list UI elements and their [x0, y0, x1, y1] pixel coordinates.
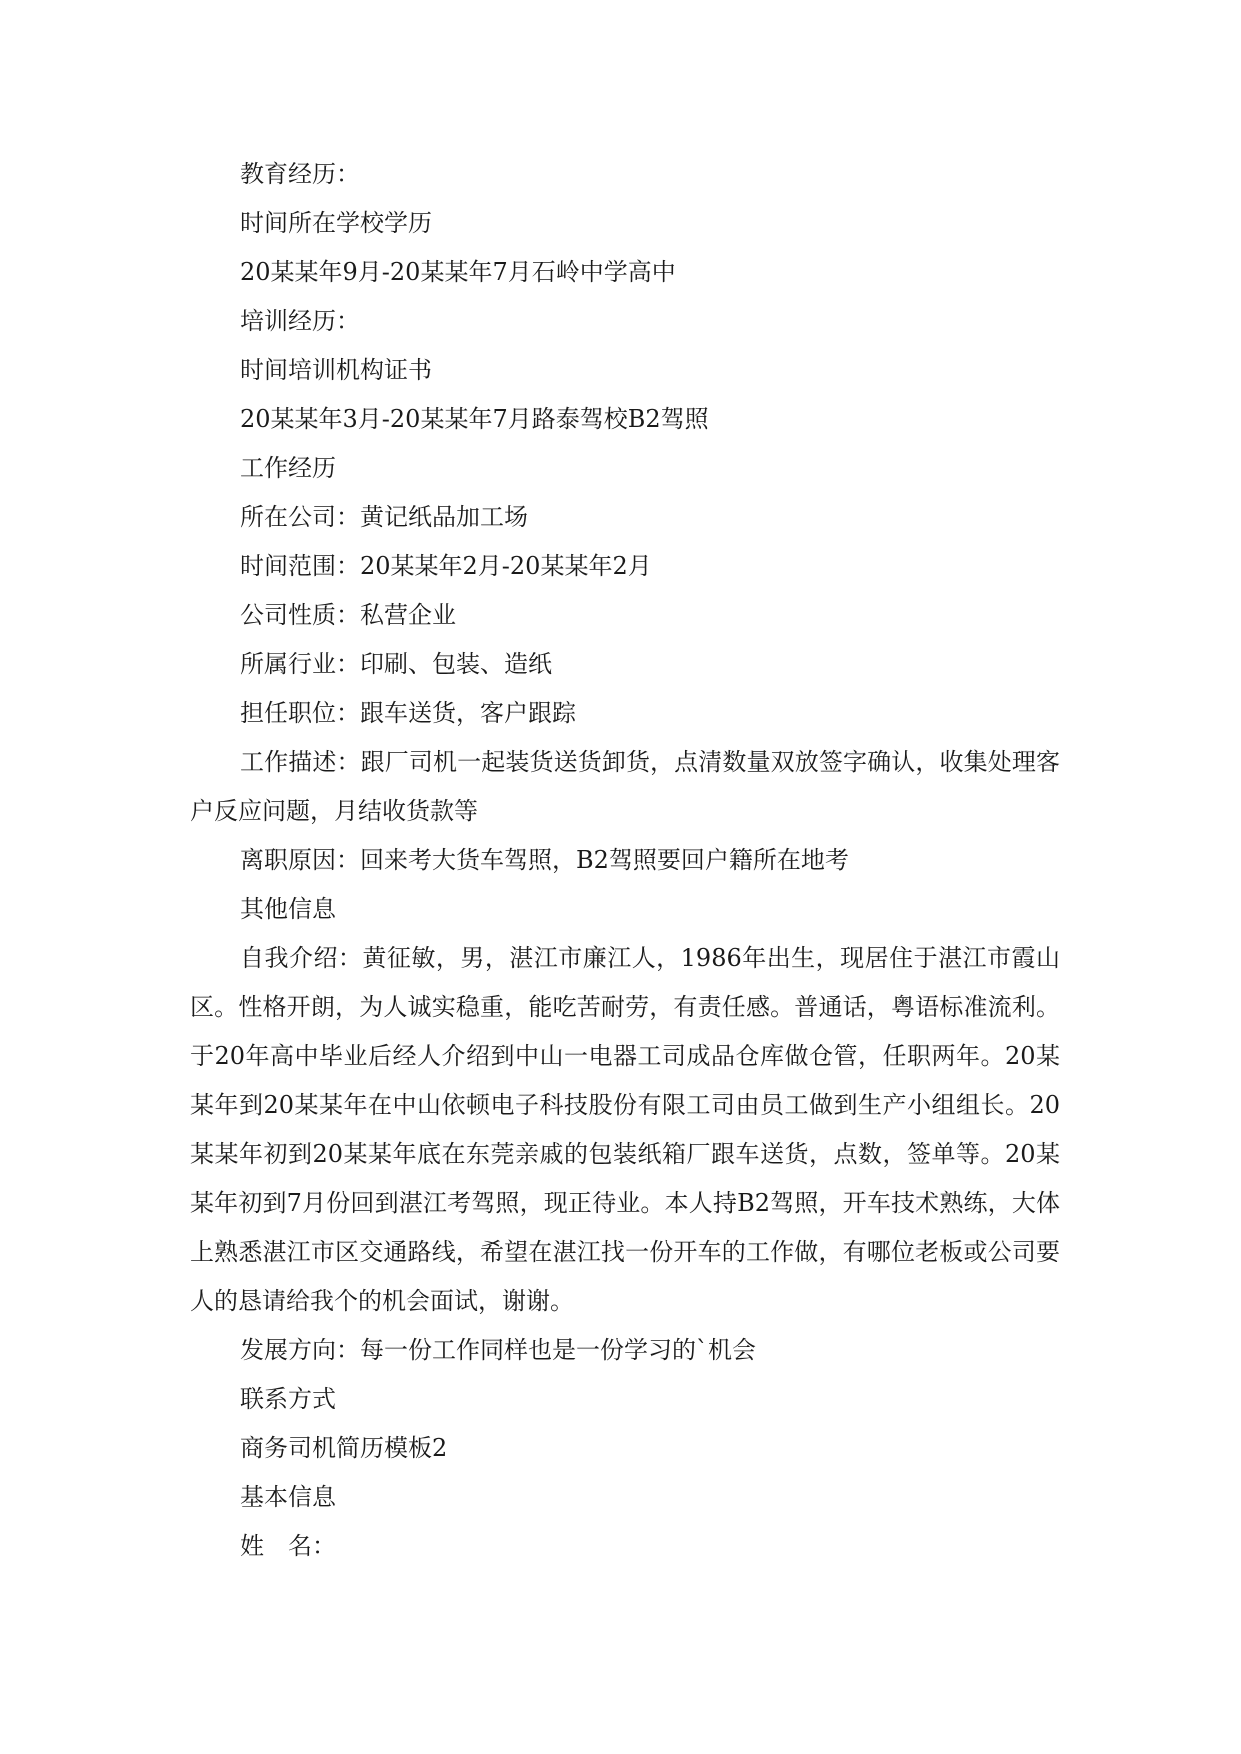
- template-title: 商务司机简历模板2: [240, 1434, 448, 1462]
- self-introduction: 自我介绍：黄征敏，男，湛江市廉江人，1986年出生，现居住于湛江市霞山区。性格开朗，为人诚实稳重，能吃苦耐劳，有责任感。普通话，粤语标准流利。于20年高中毕业后经人介绍到中山一电器工司成品仓库做仓管，任职两年。20某某年到20某某年在中山依顿电子科技股份有限工司由员工做到生产小组组长。20某某年初到20某某年底在东莞亲戚的包装纸箱厂跟车送货，点数，签单等。20某某年初到7月份回到湛江考驾照，现正待业。本人持B2驾照，开车技术熟练，大体上熟悉湛江市区交通路线，希望在湛江找一份开车的工作做，有哪位老板或公司要人的恳请给我个的机会面试，谢谢。: [190, 944, 1060, 1315]
- work-period: 时间范围：20某某年2月-20某某年2月: [240, 552, 652, 580]
- work-company: 所在公司：黄记纸品加工场: [240, 503, 528, 531]
- work-industry: 所属行业：印刷、包装、造纸: [240, 650, 552, 678]
- education-entry: 20某某年9月-20某某年7月石岭中学高中: [240, 258, 676, 286]
- work-position: 担任职位：跟车送货，客户跟踪: [240, 699, 576, 727]
- work-company-type: 公司性质：私营企业: [240, 601, 456, 629]
- education-columns: 时间所在学校学历: [240, 209, 432, 237]
- work-description: 工作描述：跟厂司机一起装货送货卸货，点清数量双放签字确认，收集处理客户反应问题，月结收货款等: [190, 748, 1060, 825]
- document-body: [190, 150, 1060, 1571]
- heading-contact: 联系方式: [240, 1385, 336, 1413]
- heading-education: 教育经历：: [240, 160, 360, 188]
- work-leave-reason: 离职原因：回来考大货车驾照，B2驾照要回户籍所在地考: [240, 846, 849, 874]
- heading-work: 工作经历: [240, 454, 336, 482]
- training-columns: 时间培训机构证书: [240, 356, 432, 384]
- name-field-label: 姓 名：: [240, 1532, 336, 1560]
- heading-training: 培训经历：: [240, 307, 360, 335]
- training-entry: 20某某年3月-20某某年7月路泰驾校B2驾照: [240, 405, 709, 433]
- career-direction: 发展方向：每一份工作同样也是一份学习的`机会: [240, 1336, 756, 1364]
- heading-basic-info: 基本信息: [240, 1483, 336, 1511]
- heading-other-info: 其他信息: [240, 895, 336, 923]
